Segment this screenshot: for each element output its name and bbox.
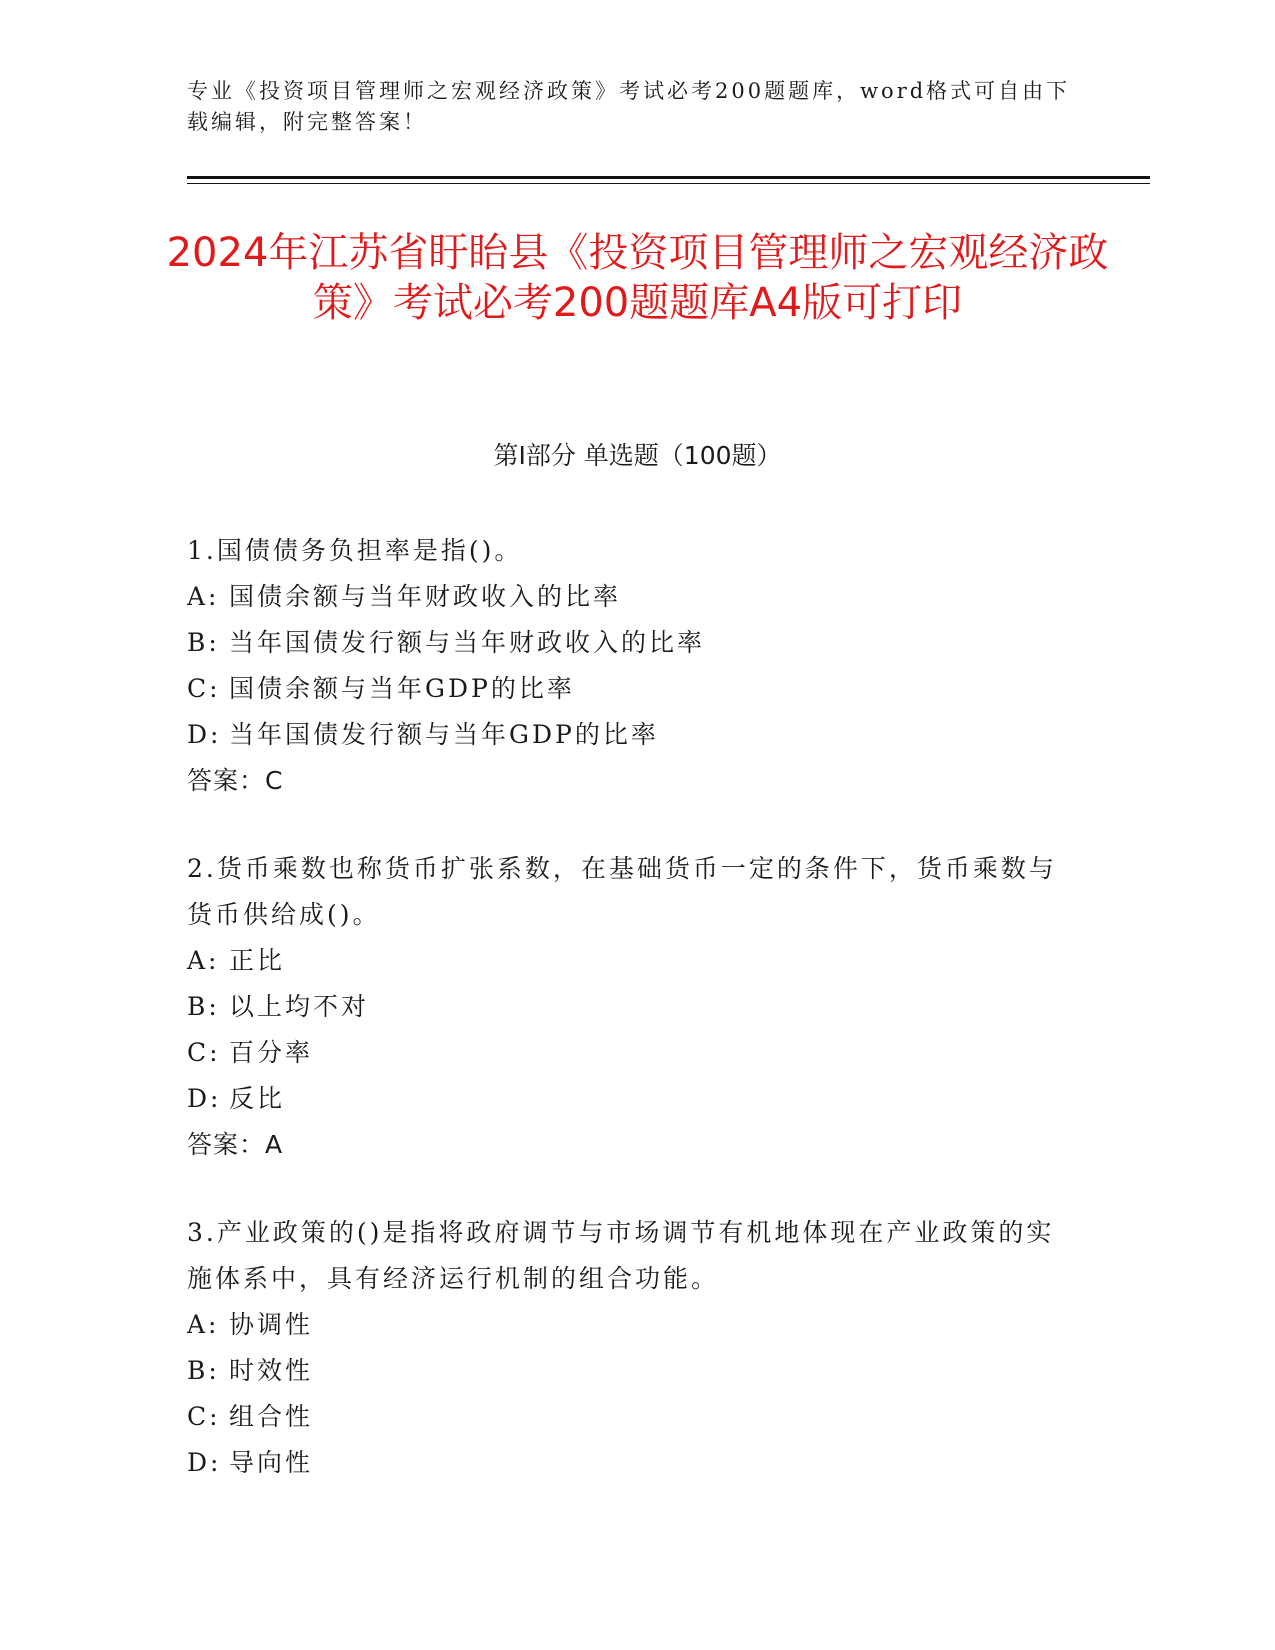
- option-letter: B:: [187, 1356, 220, 1385]
- question-stem: 1.国债债务负担率是指()。: [187, 536, 523, 565]
- option-text: 导向性: [229, 1448, 314, 1477]
- option-letter: B:: [187, 992, 220, 1021]
- option-a: [187, 938, 1067, 984]
- question-stem: 2.货币乘数也称货币扩张系数，在基础货币一定的条件下，货币乘数与货币供给成()。: [187, 854, 1057, 929]
- section-heading: 第I部分 单选题（100题）: [493, 441, 782, 470]
- option-text: 国债余额与当年GDP的比率: [229, 674, 575, 703]
- question-stem: 3.产业政策的()是指将政府调节与市场调节有机地体现在产业政策的实施体系中，具有经济运行机制的组合功能。: [187, 1218, 1055, 1293]
- option-text: 当年国债发行额与当年GDP的比率: [229, 720, 659, 749]
- answer-line: 答案：A: [187, 1130, 284, 1159]
- header-rule-thick: [187, 176, 1150, 179]
- option-text: 百分率: [229, 1038, 314, 1067]
- option-letter: C:: [187, 1038, 221, 1067]
- option-b: [187, 620, 1067, 666]
- question-item: [187, 528, 1067, 804]
- option-text: 时效性: [229, 1356, 314, 1385]
- question-item: [187, 846, 1067, 1168]
- option-letter: A:: [187, 946, 220, 975]
- option-text: 组合性: [229, 1402, 314, 1431]
- option-b: [187, 984, 1067, 1030]
- option-d: [187, 1440, 1067, 1486]
- option-letter: C:: [187, 1402, 221, 1431]
- option-a: [187, 574, 1067, 620]
- option-text: 协调性: [229, 1310, 314, 1339]
- option-c: [187, 1030, 1067, 1076]
- option-c: [187, 1394, 1067, 1440]
- option-letter: B:: [187, 628, 220, 657]
- option-letter: C:: [187, 674, 221, 703]
- option-a: [187, 1302, 1067, 1348]
- option-letter: D:: [187, 1448, 222, 1477]
- option-c: [187, 666, 1067, 712]
- option-text: 反比: [229, 1084, 286, 1113]
- option-text: 正比: [229, 946, 286, 975]
- option-d: [187, 712, 1067, 758]
- option-letter: A:: [187, 1310, 220, 1339]
- option-letter: D:: [187, 1084, 222, 1113]
- option-b: [187, 1348, 1067, 1394]
- option-text: 国债余额与当年财政收入的比率: [229, 582, 622, 611]
- option-d: [187, 1076, 1067, 1122]
- answer-line: 答案：C: [187, 766, 284, 795]
- question-item: [187, 1210, 1067, 1486]
- question-list: [187, 528, 1067, 1528]
- option-letter: A:: [187, 582, 220, 611]
- option-letter: D:: [187, 720, 222, 749]
- option-text: 以上均不对: [229, 992, 370, 1021]
- document-title: 2024年江苏省盱眙县《投资项目管理师之宏观经济政策》考试必考200题题库A4版可打印: [166, 230, 1109, 326]
- intro-text: 专业《投资项目管理师之宏观经济政策》考试必考200题题库，word格式可自由下载编辑，附完整答案！: [187, 79, 1071, 134]
- option-text: 当年国债发行额与当年财政收入的比率: [229, 628, 706, 657]
- header-rule-thin: [187, 183, 1150, 184]
